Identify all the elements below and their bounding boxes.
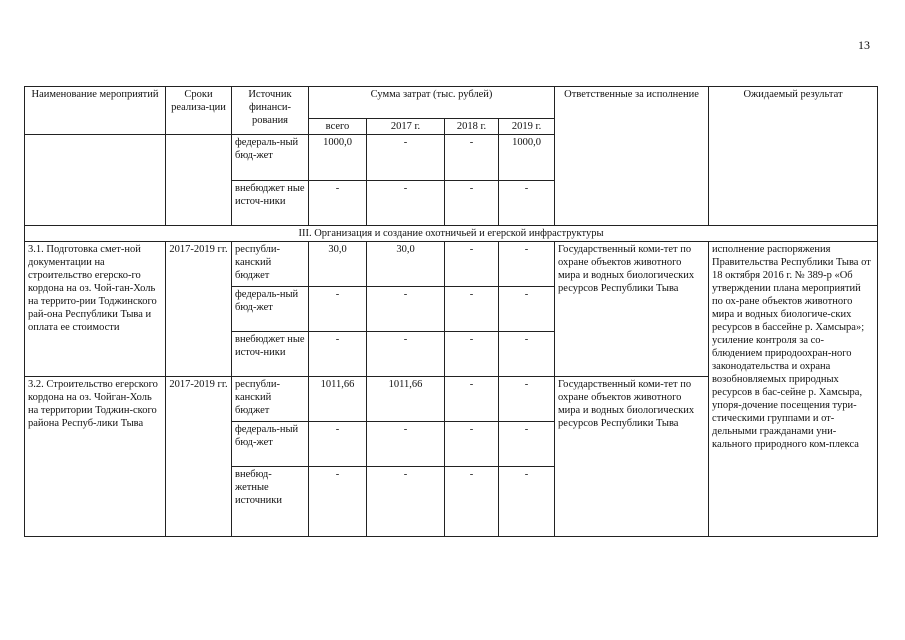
header-name: Наименование мероприятий (25, 87, 166, 135)
y2019-cell: - (499, 422, 555, 467)
total-cell: - (309, 422, 367, 467)
y2019-cell: - (499, 377, 555, 422)
y2018-cell: - (445, 332, 499, 377)
y2019-cell: 1000,0 (499, 135, 555, 181)
source-cell: федераль-ный бюд-жет (232, 135, 309, 181)
activity-name: 3.1. Подготовка смет-ной документации на строительство егерско-го кордона на оз. Чой-ган-Холь на террито-рии Тоджинского рай-она Республики Тыва и оплата ее стоимости (25, 242, 166, 377)
y2017-cell: - (367, 135, 445, 181)
y2019-cell: - (499, 181, 555, 226)
activity-responsible: Государственный коми-тет по охране объектов животного мира и водных биологических ресурсов Республики Тыва (555, 242, 709, 377)
y2019-cell: - (499, 467, 555, 537)
source-cell: федераль-ный бюд-жет (232, 422, 309, 467)
total-cell: 1011,66 (309, 377, 367, 422)
header-result: Ожидаемый результат (709, 87, 878, 226)
y2017-cell: - (367, 332, 445, 377)
y2017-cell: - (367, 287, 445, 332)
subheader-total: всего (309, 119, 367, 135)
empty-cell (166, 135, 232, 226)
header-source: Источник финанси-рования (232, 87, 309, 135)
source-cell: внебюджет ные источ-ники (232, 181, 309, 226)
header-sum: Сумма затрат (тыс. рублей) (309, 87, 555, 119)
y2019-cell: - (499, 332, 555, 377)
y2018-cell: - (445, 135, 499, 181)
total-cell: - (309, 181, 367, 226)
section-title: III. Организация и создание охотничьей и егерской инфраструктуры (25, 226, 878, 242)
y2019-cell: - (499, 287, 555, 332)
source-cell: республи-канский бюджет (232, 242, 309, 287)
header-terms: Сроки реализа-ции (166, 87, 232, 135)
source-cell: республи-канский бюджет (232, 377, 309, 422)
y2017-cell: 1011,66 (367, 377, 445, 422)
y2018-cell: - (445, 287, 499, 332)
source-cell: внебюд-жетные источники (232, 467, 309, 537)
empty-cell (25, 135, 166, 226)
y2019-cell: - (499, 242, 555, 287)
y2018-cell: - (445, 377, 499, 422)
total-cell: - (309, 467, 367, 537)
y2018-cell: - (445, 242, 499, 287)
activity-terms: 2017-2019 гг. (166, 377, 232, 537)
activities-table (24, 86, 878, 537)
total-cell: - (309, 287, 367, 332)
section-row (25, 226, 878, 242)
total-cell: - (309, 332, 367, 377)
activity-terms: 2017-2019 гг. (166, 242, 232, 377)
header-row (25, 87, 878, 119)
y2018-cell: - (445, 467, 499, 537)
expected-result: исполнение распоряжения Правительства Республики Тыва от 18 октября 2016 г. № 389-р «Об утверждении плана мероприятий по ох-ране объектов животного мира и водных биологиче-ских ресурсов в бассейне р. Хамсыра»; усиление контроля за со-блюдением природоохран-ного законодательства и охрана возобновляемых природных ресурсов в бас-сейне р. Хамсыра, упоря-дочение посещения тури-стическими группами и от-дельными гражданами уни-кального природного ком-плекса (709, 242, 878, 537)
y2017-cell: - (367, 467, 445, 537)
subheader-2017: 2017 г. (367, 119, 445, 135)
header-responsible: Ответственные за исполнение (555, 87, 709, 226)
y2018-cell: - (445, 181, 499, 226)
activity-responsible: Государственный коми-тет по охране объектов животного мира и водных биологических ресурсов Республики Тыва (555, 377, 709, 537)
source-cell: федераль-ный бюд-жет (232, 287, 309, 332)
total-cell: 30,0 (309, 242, 367, 287)
table-row (25, 242, 878, 287)
subheader-2018: 2018 г. (445, 119, 499, 135)
y2017-cell: 30,0 (367, 242, 445, 287)
y2018-cell: - (445, 422, 499, 467)
subheader-2019: 2019 г. (499, 119, 555, 135)
source-cell: внебюджет ные источ-ники (232, 332, 309, 377)
y2017-cell: - (367, 181, 445, 226)
y2017-cell: - (367, 422, 445, 467)
activity-name: 3.2. Строительство егерского кордона на оз. Чойган-Холь на территории Тоджин-ского района Респуб-лики Тыва (25, 377, 166, 537)
page-number: 13 (858, 38, 870, 52)
total-cell: 1000,0 (309, 135, 367, 181)
